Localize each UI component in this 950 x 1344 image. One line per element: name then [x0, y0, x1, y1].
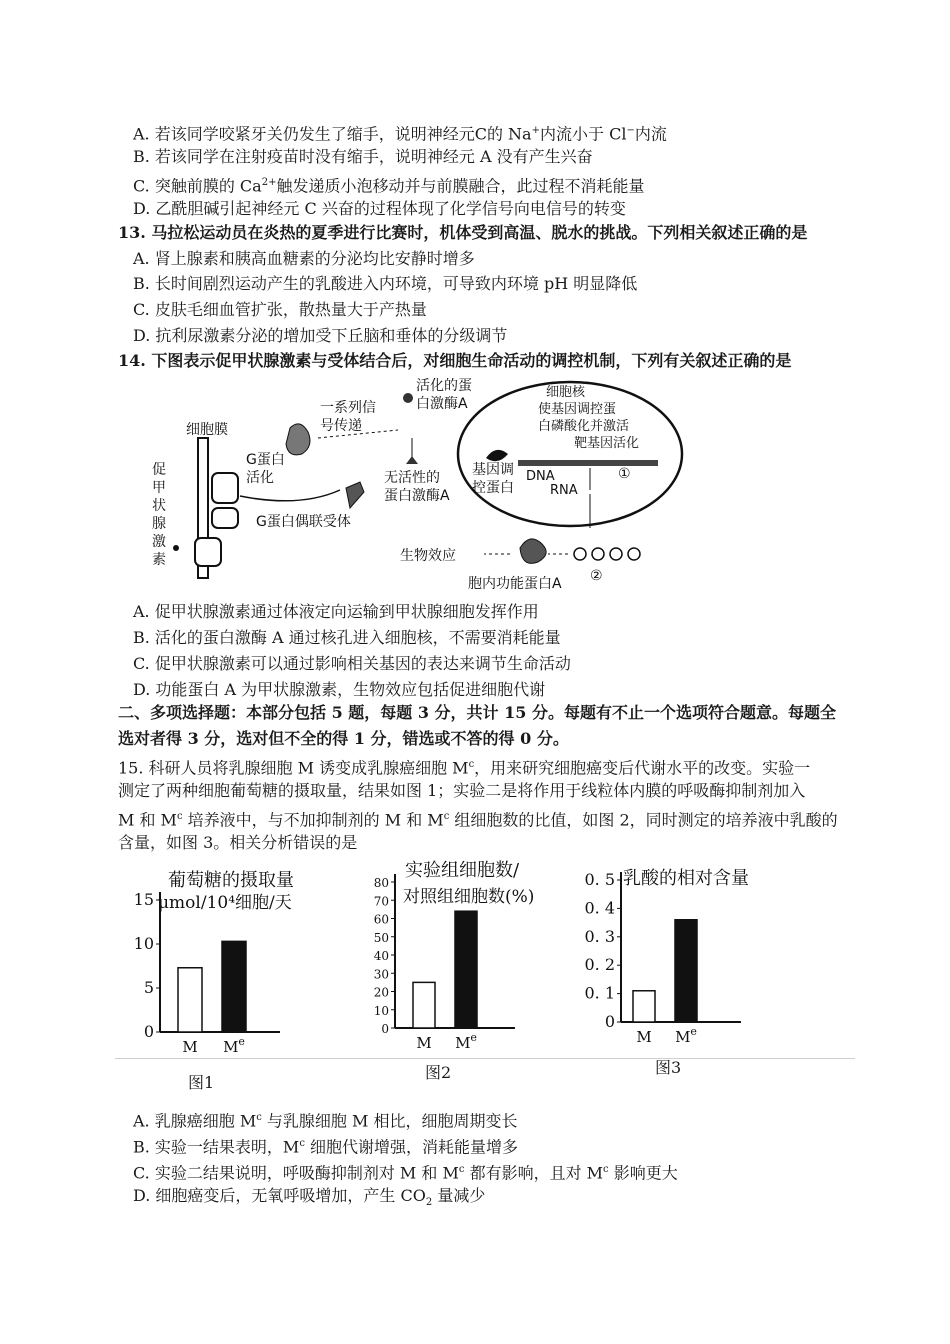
- chart-title: 实验组细胞数/: [405, 860, 520, 881]
- step2-label: ②: [590, 568, 603, 584]
- bar-me: [675, 920, 697, 1022]
- svg-text:激: 激: [152, 534, 166, 550]
- chart-ylabel: μmol/10⁴细胞/天: [158, 893, 292, 913]
- q12-option-d: D. 乙酰胆碱引起神经元 C 兴奋的过程体现了化学信号向电信号的转变: [133, 199, 626, 218]
- activation-arrow: [240, 490, 340, 501]
- y-tick-label: 10: [373, 1003, 389, 1018]
- membrane-label: 细胞膜: [186, 422, 228, 438]
- q13-option-d: D. 抗利尿激素分泌的增加受下丘脑和垂体的分级调节: [133, 326, 508, 345]
- q15-option-c: C. 实验二结果说明，呼吸酶抑制剂对 M 和 $M^c$ 都有影响，且对 $M^c$ 影响更大: [133, 1163, 678, 1183]
- y-tick-label: 80: [373, 876, 389, 890]
- hormone-label: [152, 462, 166, 568]
- y-tick-label: 20: [373, 985, 389, 1000]
- bar-me: [222, 941, 246, 1032]
- q13-option-c: C. 皮肤毛细血管扩张，散热量大于产热量: [133, 300, 427, 319]
- nucleus-text-1: 使基因调控蛋: [538, 402, 617, 417]
- nucleus-text-2: 白磷酸化并激活: [538, 419, 630, 434]
- dna-strand: [518, 460, 658, 466]
- q12-option-a: A. 若该同学咬紧牙关仍发生了缩手，说明神经元C的 Na+内流小于 Cl−内流: [133, 124, 667, 144]
- q15-option-a: A. 乳腺癌细胞 $M^c$ 与乳腺细胞 M 相比，细胞周期变长: [133, 1111, 518, 1131]
- bar-m: [413, 982, 435, 1028]
- y-tick-label: 10: [133, 934, 154, 953]
- rna-label: RNA: [550, 483, 578, 498]
- gprotein-active-shape: [346, 482, 364, 508]
- active-kinase-label-1: 活化的蛋: [416, 378, 472, 394]
- receptor-label: G蛋白偶联受体: [256, 514, 351, 530]
- y-tick-label: 40: [373, 949, 389, 963]
- y-tick-label: 0. 2: [584, 955, 615, 975]
- gprotein-label-1: G蛋白: [246, 452, 285, 468]
- x-tick-label: Me: [223, 1035, 245, 1056]
- gene-regulator-label-2: 控蛋白: [472, 480, 514, 496]
- q14-option-c: C. 促甲状腺激素可以通过影响相关基因的表达来调节生命活动: [133, 654, 571, 673]
- chart-title: 乳酸的相对含量: [623, 868, 749, 889]
- signal-label-2: 号传递: [320, 418, 362, 434]
- hormone-dot: [173, 545, 179, 551]
- chart-ylabel: 对照组细胞数(%): [403, 887, 535, 907]
- bar-me: [455, 911, 477, 1028]
- nucleus-label: 细胞核: [546, 385, 586, 400]
- q13-stem: 13. 马拉松运动员在炎热的夏季进行比赛时，机体受到高温、脱水的挑战。下列相关叙述正确的是: [118, 223, 808, 242]
- q12-option-c: C. 突触前膜的 $Ca^{2+}$触发递质小泡移动并与前膜融合，此过程不消耗能量: [133, 176, 645, 196]
- gene-regulator-shape: [486, 450, 508, 461]
- y-tick-label: 0: [143, 1022, 154, 1041]
- q12-option-b: B. 若该同学在注射疫苗时没有缩手，说明神经元 A 没有产生兴奋: [133, 147, 593, 166]
- y-tick-label: 50: [373, 930, 389, 945]
- nucleus-text-3: 靶基因活化: [574, 436, 640, 451]
- y-tick-label: 0: [381, 1022, 389, 1036]
- svg-text:状: 状: [152, 498, 166, 514]
- q14-option-d: D. 功能蛋白 A 为甲状腺激素，生物效应包括促进细胞代谢: [133, 680, 546, 699]
- y-tick-label: 60: [373, 912, 389, 927]
- svg-text:促: 促: [152, 462, 166, 478]
- q13-option-b: B. 长时间剧烈运动产生的乳酸进入内环境，可导致内环境 pH 明显降低: [133, 274, 638, 293]
- chart-title: 葡萄糖的摄取量: [168, 870, 294, 891]
- signal-pathway-diagram: [150, 378, 690, 598]
- q15-option-b: B. 实验一结果表明，$M^c$ 细胞代谢增强，消耗能量增多: [133, 1137, 519, 1157]
- q15-stem-3: M 和 $M^c$ 培养液中，与不加抑制剂的 M 和 $M^c$ 组细胞数的比值，如图 2，同时测定的培养液中乳酸的: [118, 810, 838, 830]
- figure-3-caption: 图3: [655, 1058, 682, 1077]
- figure-2-caption: 图2: [425, 1063, 452, 1082]
- x-tick-label: M: [636, 1028, 652, 1046]
- q13-option-a: A. 肾上腺素和胰高血糖素的分泌均比安静时增多: [133, 249, 475, 268]
- chart-lactate: [575, 860, 815, 1060]
- inactive-kinase-label-1: 无活性的: [384, 470, 440, 486]
- ribosome-chain: [574, 548, 640, 560]
- q14-option-a: A. 促甲状腺激素通过体液定向运输到甲状腺细胞发挥作用: [133, 602, 539, 621]
- y-tick-label: 0. 1: [584, 983, 615, 1003]
- q14-option-b: B. 活化的蛋白激酶 A 通过核孔进入细胞核，不需要消耗能量: [133, 628, 561, 647]
- y-tick-label: 30: [373, 967, 389, 982]
- q15-stem-1: 15. 科研人员将乳腺细胞 M 诱变成乳腺癌细胞 $M^c$，用来研究细胞癌变后代谢水平的改变。实验一: [118, 758, 811, 778]
- dna-label: DNA: [526, 469, 555, 484]
- svg-text:甲: 甲: [152, 480, 166, 496]
- gprotein-shape: [286, 424, 310, 455]
- y-tick-label: 0. 5: [584, 870, 615, 889]
- separator-line: [115, 1058, 855, 1059]
- y-tick-label: 0. 4: [584, 898, 615, 918]
- signal-label-1: 一系列信: [320, 400, 376, 416]
- chart-cell-ratio: [355, 860, 585, 1060]
- chart-glucose-uptake: [110, 860, 350, 1060]
- x-tick-label: M: [416, 1034, 432, 1052]
- svg-text:素: 素: [152, 552, 166, 568]
- bar-m: [178, 968, 202, 1032]
- gene-regulator-label-1: 基因调: [472, 462, 514, 478]
- y-tick-label: 5: [143, 978, 154, 997]
- active-kinase-label-2: 白激酶A: [416, 396, 468, 412]
- section2-line-2: 选对者得 3 分，选对但不全的得 1 分，错选或不答的得 0 分。: [118, 729, 569, 748]
- inactive-kinase-shape: [406, 456, 418, 464]
- q15-stem-4: 含量，如图 3。相关分析错误的是: [118, 833, 358, 852]
- gprotein-label-2: 活化: [246, 470, 274, 486]
- y-tick-label: 70: [373, 894, 389, 909]
- active-kinase-shape: [403, 393, 413, 403]
- svg-text:腺: 腺: [152, 516, 166, 532]
- protein-label: 胞内功能蛋白A: [468, 576, 562, 592]
- figure-1-caption: 图1: [188, 1073, 215, 1092]
- y-tick-label: 15: [133, 890, 154, 909]
- x-tick-label: Me: [675, 1025, 697, 1046]
- bar-m: [633, 991, 655, 1022]
- q15-stem-2: 测定了两种细胞葡萄糖的摄取量，结果如图 1；实验二是将作用于线粒体内膜的呼吸酶抑制剂加入: [118, 781, 806, 800]
- q15-option-d: D. 细胞癌变后，无氧呼吸增加，产生 $CO_2$ 量减少: [133, 1186, 486, 1209]
- y-tick-label: 0: [604, 1012, 615, 1031]
- y-tick-label: 0. 3: [584, 926, 615, 946]
- section2-line-1: 二、多项选择题：本部分包括 5 题，每题 3 分，共计 15 分。每题有不止一个选项符合题意。每题全: [118, 703, 836, 722]
- x-tick-label: M: [182, 1038, 198, 1056]
- inactive-kinase-label-2: 蛋白激酶A: [384, 488, 450, 504]
- effect-label: 生物效应: [400, 548, 456, 564]
- functional-protein-shape: [520, 539, 546, 564]
- q14-stem: 14. 下图表示促甲状腺激素与受体结合后，对细胞生命活动的调控机制，下列有关叙述正确的是: [118, 351, 792, 370]
- x-tick-label: Me: [455, 1031, 477, 1052]
- step1-label: ①: [618, 466, 631, 482]
